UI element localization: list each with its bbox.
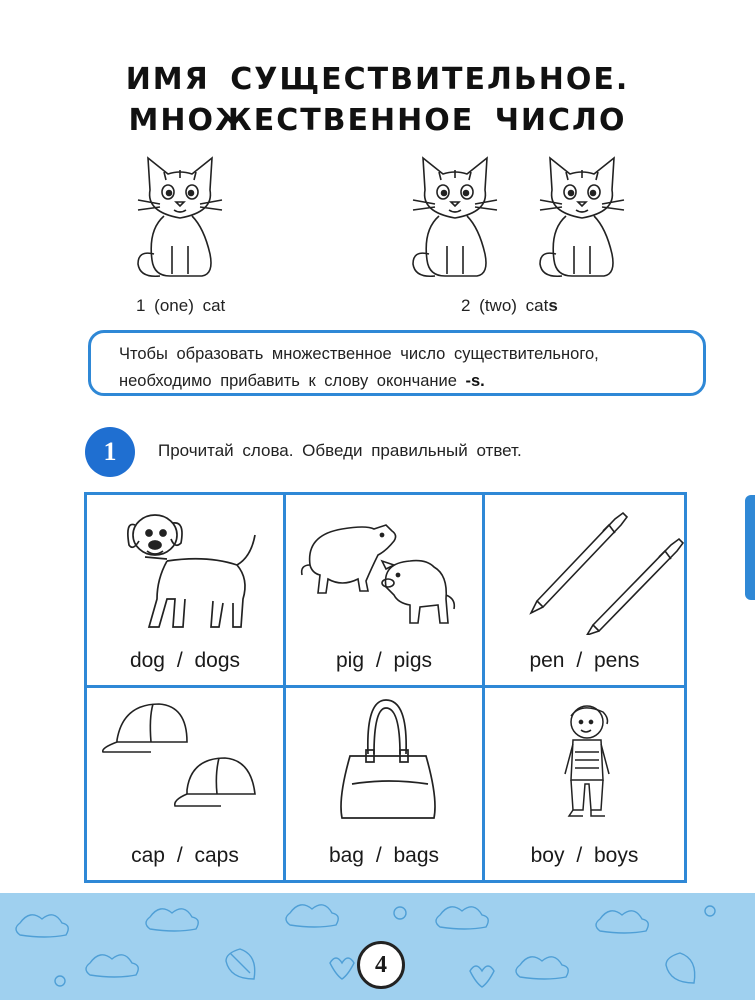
- word-choice[interactable]: pig / pigs: [335, 648, 433, 672]
- cat-icon: [130, 150, 230, 285]
- word-choice[interactable]: dog / dogs: [129, 648, 241, 672]
- pig-icon: [286, 495, 486, 635]
- word-cell-pig: [286, 495, 485, 688]
- cap-icon: [87, 688, 287, 838]
- word-cell-dog: [87, 495, 286, 688]
- bag-icon: [286, 688, 486, 838]
- word-choice[interactable]: cap / caps: [131, 844, 239, 867]
- rule-ending: -s.: [465, 372, 485, 390]
- boy-icon: [485, 688, 685, 838]
- page-number: 4: [357, 941, 405, 989]
- rule-box: [88, 330, 706, 396]
- plural-caption-suffix: s: [548, 296, 558, 315]
- plural-caption-base: 2 (two) cat: [461, 296, 549, 315]
- rule-line-2: [119, 368, 693, 395]
- word-choice[interactable]: boy / boys: [530, 844, 639, 867]
- word-cell-cap: [87, 688, 286, 881]
- page-title-line1: ИМЯ СУЩЕСТВИТЕЛЬНОЕ.: [125, 62, 630, 97]
- pen-icon: [485, 495, 685, 635]
- plural-caption: [461, 296, 558, 316]
- word-cell-pen: [485, 495, 684, 688]
- page-title-line2: МНОЖЕСТВЕННОЕ ЧИСЛО: [128, 103, 627, 138]
- word-choice[interactable]: bag / bags: [328, 844, 440, 867]
- dog-icon: [87, 495, 287, 635]
- word-cell-bag: [286, 688, 485, 881]
- singular-caption: 1 (one) cat: [136, 296, 226, 315]
- rule-line-2-text: необходимо прибавить к слову окончание: [119, 372, 457, 390]
- word-grid: [84, 492, 687, 883]
- rule-line-1: Чтобы образовать множественное число существительного,: [119, 345, 599, 363]
- task-number-badge: 1: [85, 427, 135, 477]
- cat-icon: [532, 150, 632, 285]
- cat-icon: [405, 150, 505, 285]
- page-edge-tab: [745, 495, 755, 600]
- word-choice[interactable]: pen / pens: [529, 648, 640, 672]
- task-instruction: Прочитай слова. Обведи правильный ответ.: [158, 441, 522, 460]
- word-cell-boy: [485, 688, 684, 881]
